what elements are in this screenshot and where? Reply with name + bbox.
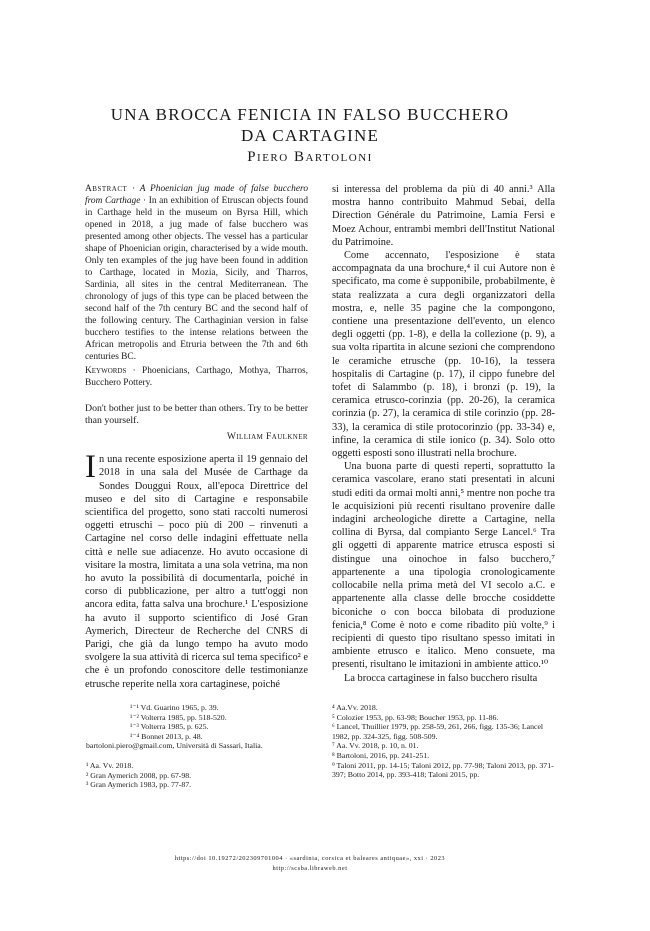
copyright-tail xyxy=(604,651,650,664)
epigraph xyxy=(85,403,308,443)
footnotes-right xyxy=(332,703,557,780)
footnote: ² Gran Aymerich 2008, pp. 67-98. xyxy=(86,770,192,780)
footnote: ⁷ Aa. Vv. 2018, p. 10, n. 01. xyxy=(332,741,419,751)
abstract: Abstract · A Phoenician jug made of false bucchero from Carthage · In an exhibition of Etruscan objects found in Carthage held in the museum on Byrsa Hill, which opened in 2018, a jug made of false bucchero was presented among other objects. The vessel has a particular shape of Phoenician origin, characterised by a wide mouth. Only ten examples of the jug have been found in addition to Carthage, located in Mozia, Sicily, and Tharros, Sardinia, all sites in the central Mediterranean. The chronology of jugs of this type can be placed between the second half of the 7th century BC and the second half of the following century. The Carthaginian version in false bucchero testifies to the intense relations between the African metropolis and Etruria between the 7th and 6th centuries BC. xyxy=(85,184,309,362)
footnote: ⁶ Lancel, Thuillier 1979, pp. 258-59, 261, 266, figg. 135-36; Lancel 1982, pp. 324-325, figg. 508-509. xyxy=(332,722,544,741)
paragraph-text: n una recente esposizione aperta il 19 gennaio del 2018 in una sala del Musée de Carthage da Sondes Douggui Roux, all'epoca Direttrice del museo e del sito di Cartagine e responsabile scientifica del progetto, sono stati raccolti numerosi oggetti etruschi – poco più di 200 – rinvenuti a Cartagine nel corso delle indagini effettuate nella città e nelle sue adiacenze. Ho avuto occasione di visitare la mostra, limitata a una sola vetrina, ma non ho avuto la possibilità di documentarla, poiché in corso di pubblicazione, per altro a tutt'oggi non ancora edita, fatta salva una brochure.¹ L'esposizione ha avuto il supporto scientifico di José Gran Aymerich, Directeur de Recherche del CNRS di Parigi, che già da lungo tempo ha avuto modo svolgere la sua attività di ricerca sul tema specifico² e che è un profondo conoscitore delle testimonianze etrusche reperite nella xora cartaginese, poiché xyxy=(85,454,308,690)
footnote: ⁹ Taloni 2011, pp. 14-15; Taloni 2012, pp. 77-98; Taloni 2013, pp. 371-397; Botto 2014, pp. 393-418; Taloni 2015, pp. xyxy=(332,760,554,780)
footnote: ⁴ Aa.Vv. 2018. xyxy=(332,703,378,712)
epigraph-quote: Don't bother just to be better than others. Try to be better than yourself. xyxy=(85,403,308,427)
copyright-notice xyxy=(587,254,621,674)
abstract-text: In an exhibition of Etruscan objects found in Carthage held in the museum on Byrsa Hill, which opened in 2018, a jug made of false bucchero was presented among other objects. The vessel has a particular shape of Phoenician origin, characterised by a wide mouth. Only ten examples of the jug have been found in addition to Carthage, located in Mozia, Sicily, and Tharros, Sardinia, all sites in the central Mediterranean. The chronology of jugs of this type can be placed between the second half of the 7th century BC and the second half of the following century. The Carthaginian version in false bucchero testifies to the intense relations between the African metropolis and Etruria between the 7th and 6th centuries BC. xyxy=(85,196,309,362)
body-left xyxy=(85,449,308,691)
paragraph: La brocca cartaginese in falso bucchero risulta xyxy=(344,672,538,684)
paragraph: Una buona parte di questi reperti, soprattutto la ceramica vascolare, erano stati presentati in alcuni studi editi da ormai molti anni,⁵ mentre non poche tra le acquisizioni più recenti risultano provenire dalle indagini archeologiche dirette a Cartagine, nella collina di Byrsa, dal compianto Serge Lancel.⁶ Tra gli oggetti di apparente matrice etrusca esposti si distingue una oinochoe in falso bucchero,⁷ appartenente a una tipologia cronologicamente collocabile nella prima metà del VI secolo a.C. e appartenente alla classe delle brocche cosiddette biconiche o con bocca bilobata di produzione fenicia,⁸ Come è noto e come ribadito più volte,⁹ i recipienti di questo tipo risultano spesso imitati in ambiente etrusco e italico. Meno consuete, ma presenti, risultano le imitazioni in ambiente attico.¹⁰ xyxy=(332,461,555,671)
drop-cap: I xyxy=(85,449,96,486)
keywords: Keywords · Phoenicians, Carthago, Mothya, Tharros, Bucchero Pottery. xyxy=(85,366,308,388)
footnotes-left xyxy=(86,703,311,790)
abstract-title: A Phoenician jug made of false bucchero from Carthage xyxy=(85,184,309,206)
title-line-2: DA CARTAGINE xyxy=(240,126,380,145)
footnote: ¹⁻¹ Vd. Guarino 1965, p. 39. xyxy=(130,703,219,712)
article-title xyxy=(60,104,560,146)
paragraph: Come accennato, l'esposizione è stata accompagnata da una brochure,⁴ il cui Autore non è specificato, ma come è supponibile, probabilmente, è stata realizzata a cura degli organizzatori della mostra, e, nelle 35 pagine che la compongono, contiene una presentazione dell'evento, un elenco degli oggetti (pp. 1-8), e della la collezione (p. 9), a sua volta ripartita in alcune sezioni che comprendono le ceramiche etrusche (pp. 10-16), la tessera hospitalis di Cartagine (p. 17), il cippo funebre del tofet di Salammbo (p. 18), i bronzi (p. 19), la ceramica etrusco-corinzia (pp. 20-26), la ceramica corinzia (p. 27), la ceramica di stile corinzio (pp. 28-33), la ceramica di stile protocorinzio (pp. 33-34) e, infine, la ceramica di stile ionico (p. 34). Solo otto oggetti esposti sono illustrati nella brochure. xyxy=(332,250,555,460)
footer-doi: https://doi 10.19272/202309701004 · «sardinia, corsica et baleares antiquae», xxi · 2023 xyxy=(174,855,446,862)
author-contact: bartoloni.piero@gmail.com, Università di Sassari, Italia. xyxy=(86,741,263,751)
body-right xyxy=(332,183,555,685)
footer-url[interactable]: http://scsba.libraweb.net xyxy=(272,865,348,872)
footnote: ¹⁻⁴ Bonnet 2013, p. 48. xyxy=(130,731,203,741)
article-author: Piero Bartoloni xyxy=(247,149,373,165)
footnote: ³ Gran Aymerich 1983, pp. 77-87. xyxy=(86,780,192,790)
left-column xyxy=(85,183,308,691)
footnote: ⁸ Bartoloni, 2016, pp. 241-251. xyxy=(332,750,430,760)
keywords-label: Keywords xyxy=(85,366,127,376)
paragraph xyxy=(85,449,308,691)
footnote: ¹⁻³ Volterra 1985, p. 625. xyxy=(130,722,209,732)
page-footer xyxy=(60,854,560,874)
footnote: ⁵ Colozier 1953, pp. 63-98; Boucher 1953, pp. 11-86. xyxy=(332,712,499,722)
epigraph-author: William Faulkner xyxy=(226,430,308,442)
keywords-text: Phoenicians, Carthago, Mothya, Tharros, Bucchero Pottery. xyxy=(85,366,308,388)
footnote: ¹⁻² Volterra 1985, pp. 518-520. xyxy=(130,712,227,722)
abstract-label: Abstract xyxy=(85,184,128,194)
paragraph: si interessa del problema da più di 40 anni.³ Alla mostra hanno contribuito Mahmud Sebai, della Direction Générale du Patrimoine, Lamia Fersi e Moez Achour, entrambi membri dell'Institut National du Patrimoine. xyxy=(332,184,555,248)
right-column xyxy=(332,183,555,685)
footnote: ¹ Aa. Vv. 2018. xyxy=(86,760,134,770)
title-line-1: UNA BROCCA FENICIA IN FALSO BUCCHERO xyxy=(110,105,510,124)
